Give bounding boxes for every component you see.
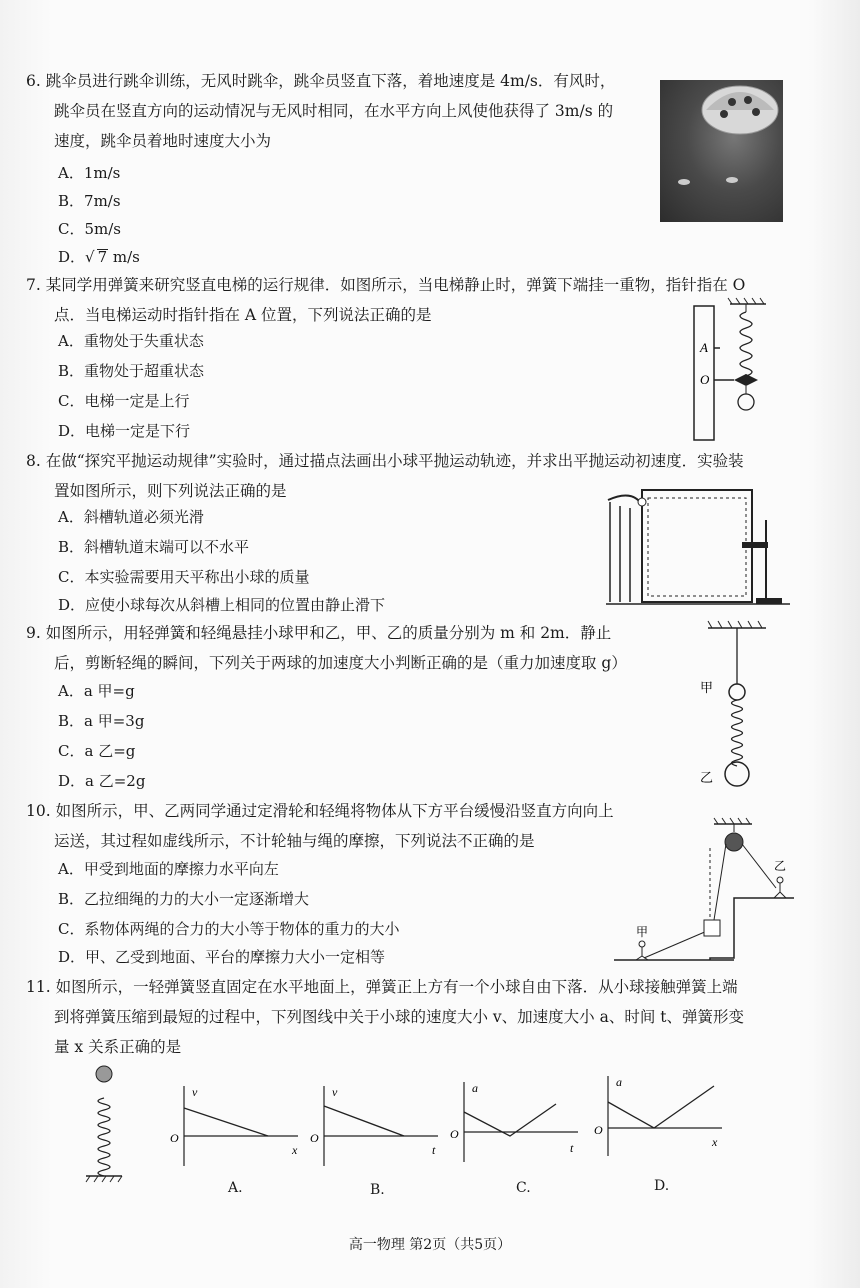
q9-label-jia: 甲 — [700, 681, 714, 696]
q7-line1: 7. 某同学用弹簧来研究竖直电梯的运行规律．如图所示，当电梯静止时，弹簧下端挂一重物，指针指在 O — [26, 276, 746, 294]
q9-option-a[interactable]: A．a 甲=g — [58, 682, 135, 700]
question-11 — [26, 972, 744, 1062]
q8-line1: 8. 在做“探究平抛运动规律”实验时，通过描点法画出小球平抛运动轨迹，并求出平抛运动初速度．实验装 — [26, 452, 744, 470]
parachute-photo — [660, 80, 783, 222]
q6-option-a[interactable]: A．1m/s — [58, 164, 121, 182]
q11-graph-c — [450, 1074, 590, 1170]
q10-pulley-figure — [614, 818, 794, 968]
q6-line1: 6. 跳伞员进行跳伞训练，无风时跳伞，跳伞员竖直下落，着地速度是 4m/s．有风时， — [26, 72, 616, 90]
q10-option-c[interactable]: C．系物体两绳的合力的大小等于物体的重力的大小 — [58, 920, 400, 938]
graph-a-origin: O — [170, 1131, 179, 1145]
q7-line2: 点．当电梯运动时指针指在 A 位置，下列说法正确的是 — [54, 306, 432, 324]
q9-option-c[interactable]: C．a 乙=g — [58, 742, 136, 760]
q6-option-d[interactable] — [58, 246, 140, 267]
q6-option-d-unit: m/s — [108, 248, 140, 266]
q6-line2: 跳伞员在竖直方向的运动情况与无风时相同，在水平方向上风使他获得了 3m/s 的 — [54, 102, 614, 120]
q7-label-o: O — [700, 372, 710, 387]
q10-option-a[interactable]: A．甲受到地面的摩擦力水平向左 — [58, 860, 279, 878]
q11-spring-ball-figure — [84, 1064, 124, 1184]
q8-apparatus-figure — [606, 480, 790, 606]
graph-a-xaxis-label: x — [292, 1143, 298, 1157]
graph-b-yaxis-label: v — [332, 1085, 338, 1099]
q10-line2: 运送，其过程如虚线所示，不计轮轴与绳的摩擦，下列说法不正确的是 — [54, 832, 535, 850]
q9-option-b[interactable]: B．a 甲=3g — [58, 712, 145, 730]
graph-b-xaxis-label: t — [432, 1143, 436, 1157]
graph-b-origin: O — [310, 1131, 319, 1145]
graph-c-caption[interactable]: C. — [516, 1180, 531, 1196]
parachute-drawing — [660, 80, 783, 222]
graph-d-origin: O — [594, 1123, 603, 1137]
q11-line2: 到将弹簧压缩到最短的过程中，下列图线中关于小球的速度大小 v、加速度大小 a、时间 t、弹簧形变 — [54, 1008, 745, 1026]
q9-line2: 后，剪断轻绳的瞬间，下列关于两球的加速度大小判断正确的是（重力加速度取 g） — [54, 654, 627, 672]
q8-option-a[interactable]: A．斜槽轨道必须光滑 — [58, 508, 204, 526]
q11-line3: 量 x 关系正确的是 — [54, 1038, 182, 1056]
question-6 — [26, 66, 615, 156]
sqrt-symbol: √ — [85, 248, 95, 266]
graph-c-yaxis-label: a — [472, 1081, 478, 1095]
q6-option-c[interactable]: C．5m/s — [58, 220, 121, 238]
q11-graph-b — [308, 1078, 448, 1174]
q7-option-d[interactable]: D．电梯一定是下行 — [58, 422, 191, 440]
q7-option-a[interactable]: A．重物处于失重状态 — [58, 332, 204, 350]
q11-line1: 11. 如图所示，一轻弹簧竖直固定在水平地面上，弹簧正上方有一个小球自由下落．从小球接触弹簧上端 — [26, 978, 738, 996]
graph-b-curve — [324, 1106, 404, 1136]
q7-spring-figure — [690, 296, 780, 446]
q6-option-b[interactable]: B．7m/s — [58, 192, 121, 210]
q6-option-d-radicand: 7 — [97, 248, 108, 266]
q10-label-yi: 乙 — [774, 859, 787, 873]
q6-option-d-prefix: D． — [58, 248, 86, 266]
question-7 — [26, 270, 745, 330]
q7-option-c[interactable]: C．电梯一定是上行 — [58, 392, 190, 410]
q10-line1: 10. 如图所示，甲、乙两同学通过定滑轮和轻绳将物体从下方平台缓慢沿竖直方向向上 — [26, 802, 614, 820]
q8-option-b[interactable]: B．斜槽轨道末端可以不水平 — [58, 538, 250, 556]
q7-label-a: A — [700, 340, 708, 355]
graph-d-caption[interactable]: D. — [654, 1178, 670, 1194]
q9-label-yi: 乙 — [700, 771, 714, 786]
page-footer: 高一物理 第2页（共5页） — [348, 1237, 512, 1253]
question-10 — [26, 796, 614, 856]
q9-line1: 9. 如图所示，用轻弹簧和轻绳悬挂小球甲和乙，甲、乙的质量分别为 m 和 2m．静止 — [26, 624, 612, 642]
q6-line3: 速度，跳伞员着地时速度大小为 — [54, 132, 272, 150]
graph-a-curve — [184, 1108, 268, 1136]
q11-graph-d — [594, 1068, 734, 1164]
q9-spring-balls-figure — [696, 616, 776, 796]
question-9 — [26, 618, 627, 678]
q7-option-b[interactable]: B．重物处于超重状态 — [58, 362, 205, 380]
q9-option-d[interactable]: D．a 乙=2g — [58, 772, 146, 790]
q8-line2: 置如图所示，则下列说法正确的是 — [54, 482, 287, 500]
q10-label-jia: 甲 — [636, 925, 649, 939]
graph-d-curve — [608, 1086, 714, 1128]
graph-c-curve — [464, 1104, 556, 1136]
q8-option-d[interactable]: D．应使小球每次从斜槽上相同的位置由静止滑下 — [58, 596, 386, 614]
graph-b-caption[interactable]: B. — [370, 1182, 385, 1198]
graph-d-yaxis-label: a — [616, 1075, 622, 1089]
q10-option-b[interactable]: B．乙拉细绳的力的大小一定逐渐增大 — [58, 890, 310, 908]
graph-d-xaxis-label: x — [712, 1135, 718, 1149]
graph-a-caption[interactable]: A. — [228, 1180, 243, 1196]
q11-graph-a — [168, 1078, 308, 1174]
q10-option-d[interactable]: D．甲、乙受到地面、平台的摩擦力大小一定相等 — [58, 948, 386, 966]
graph-a-yaxis-label: v — [192, 1085, 198, 1099]
q8-option-c[interactable]: C．本实验需要用天平称出小球的质量 — [58, 568, 310, 586]
graph-c-xaxis-label: t — [570, 1141, 574, 1155]
graph-c-origin: O — [450, 1127, 459, 1141]
